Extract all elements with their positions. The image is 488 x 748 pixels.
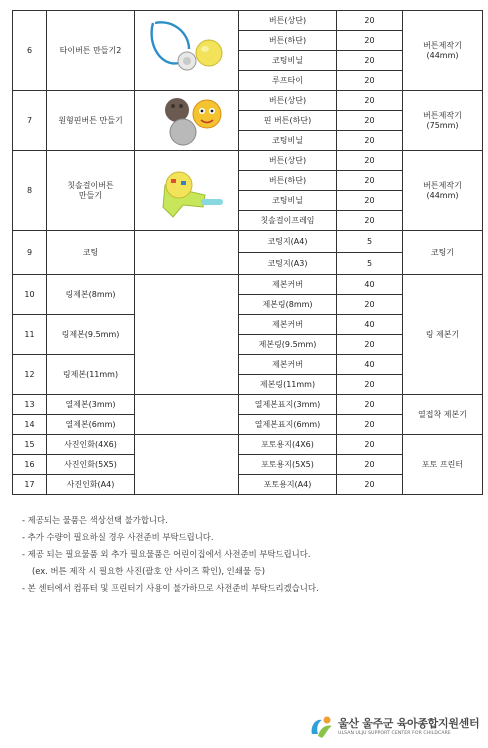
equipment [403, 11, 483, 91]
equipment: 포토 프린터 [403, 435, 483, 495]
item-name: 열제본표지(3mm) [239, 395, 337, 415]
pin-button-image [143, 92, 231, 150]
item-qty: 20 [337, 151, 403, 171]
row-number: 8 [13, 151, 47, 231]
item-qty: 20 [337, 31, 403, 51]
program-name: 링제본(9.5mm) [47, 315, 135, 355]
item-qty: 20 [337, 131, 403, 151]
program-name: 사진인화(A4) [47, 475, 135, 495]
table-row [13, 435, 483, 455]
note-line: - 본 센터에서 컴퓨터 및 프린터기 사용이 불가하므로 사전준비 부탁드리겠습니다. [22, 583, 319, 593]
program-name: 타이버튼 만들기2 [47, 11, 135, 91]
pin-button-photo [143, 92, 231, 150]
notes [22, 512, 482, 597]
org-name-en: ULSAN ULJU SUPPORT CENTER FOR CHILDCARE [338, 731, 451, 736]
item-qty: 20 [337, 91, 403, 111]
equipment-label: 버튼제작기 (44mm) [423, 180, 462, 200]
item-name: 제본링(9.5mm) [239, 335, 337, 355]
item-name: 코팅비닐 [239, 191, 337, 211]
item-name: 버튼(상단) [239, 91, 337, 111]
item-qty: 20 [337, 415, 403, 435]
program-name [47, 151, 135, 231]
row-number: 12 [13, 355, 47, 395]
item-name: 포토용지(A4) [239, 475, 337, 495]
program-name: 사진인화(5X5) [47, 455, 135, 475]
table-row [13, 11, 483, 31]
item-name: 버튼(하단) [239, 31, 337, 51]
item-name: 버튼(상단) [239, 11, 337, 31]
item-name: 코팅비닐 [239, 131, 337, 151]
equipment [403, 151, 483, 231]
note-line: - 제공 되는 필요물품 외 추가 필요물품은 어린이집에서 사전준비 부탁드립니다. [22, 549, 311, 559]
toothbrush-holder-photo [143, 155, 231, 227]
table-row [13, 91, 483, 111]
item-name: 제본커버 [239, 355, 337, 375]
program-name: 링제본(11mm) [47, 355, 135, 395]
product-photo [135, 91, 239, 151]
item-name: 루프타이 [239, 71, 337, 91]
item-name: 코팅지(A4) [239, 231, 337, 253]
item-name: 핀 버튼(하단) [239, 111, 337, 131]
item-qty: 20 [337, 375, 403, 395]
item-qty: 20 [337, 171, 403, 191]
item-qty: 5 [337, 253, 403, 275]
supply-table [12, 10, 483, 495]
item-qty: 20 [337, 211, 403, 231]
item-name: 제본링(8mm) [239, 295, 337, 315]
item-qty: 20 [337, 11, 403, 31]
item-qty: 20 [337, 335, 403, 355]
product-photo [135, 151, 239, 231]
equipment-label: 버튼제작기 (44mm) [423, 40, 462, 60]
item-qty: 20 [337, 71, 403, 91]
table-row [13, 231, 483, 253]
product-photo-empty [135, 435, 239, 495]
item-name: 제본커버 [239, 275, 337, 295]
program-name: 열제본(3mm) [47, 395, 135, 415]
item-qty: 40 [337, 315, 403, 335]
tie-button-photo [143, 15, 231, 87]
item-name: 코팅비닐 [239, 51, 337, 71]
table-row [13, 151, 483, 171]
note-line: - 추가 수량이 필요하실 경우 사전준비 부탁드립니다. [22, 532, 214, 542]
item-qty: 5 [337, 231, 403, 253]
equipment: 열접착 제본기 [403, 395, 483, 435]
note-line: - 제공되는 물품은 색상선택 불가합니다. [22, 515, 168, 525]
table-row [13, 395, 483, 415]
item-name: 칫솔걸이프레임 [239, 211, 337, 231]
org-name: 울산 울주군 육아종합지원센터 [338, 717, 480, 730]
item-qty: 20 [337, 191, 403, 211]
item-qty: 40 [337, 275, 403, 295]
item-qty: 40 [337, 355, 403, 375]
row-number: 14 [13, 415, 47, 435]
equipment: 코팅기 [403, 231, 483, 275]
item-name: 제본링(11mm) [239, 375, 337, 395]
tie-button-image [143, 15, 231, 87]
equipment: 링 제본기 [403, 275, 483, 395]
program-name: 열제본(6mm) [47, 415, 135, 435]
toothbrush-holder-image [143, 155, 231, 227]
product-photo-empty [135, 395, 239, 435]
item-qty: 20 [337, 435, 403, 455]
equipment-label: 버튼제작기 (75mm) [423, 110, 462, 130]
row-number: 9 [13, 231, 47, 275]
item-qty: 20 [337, 455, 403, 475]
item-qty: 20 [337, 295, 403, 315]
item-name: 열제본표지(6mm) [239, 415, 337, 435]
item-name: 포토용지(4X6) [239, 435, 337, 455]
item-qty: 20 [337, 475, 403, 495]
item-name: 포토용지(5X5) [239, 455, 337, 475]
item-name: 버튼(상단) [239, 151, 337, 171]
row-number: 7 [13, 91, 47, 151]
row-number: 10 [13, 275, 47, 315]
footer-logo-block [308, 712, 486, 742]
program-name: 링제본(8mm) [47, 275, 135, 315]
row-number: 6 [13, 11, 47, 91]
leaf-swirl-logo-icon [308, 714, 334, 740]
item-name: 제본커버 [239, 315, 337, 335]
program-name: 사진인화(4X6) [47, 435, 135, 455]
item-qty: 20 [337, 111, 403, 131]
row-number: 11 [13, 315, 47, 355]
item-qty: 20 [337, 395, 403, 415]
product-photo [135, 11, 239, 91]
row-number: 17 [13, 475, 47, 495]
program-name: 코팅 [47, 231, 135, 275]
item-name: 버튼(하단) [239, 171, 337, 191]
item-name: 코팅지(A3) [239, 253, 337, 275]
item-qty: 20 [337, 51, 403, 71]
table-row [13, 275, 483, 295]
row-number: 16 [13, 455, 47, 475]
product-photo-empty [135, 231, 239, 275]
row-number: 15 [13, 435, 47, 455]
equipment [403, 91, 483, 151]
product-photo-empty [135, 275, 239, 395]
note-line: (ex. 버튼 제작 시 필요한 사진(괄호 안 사이즈 확인), 인쇄물 등) [32, 566, 265, 576]
program-name: 원형핀버튼 만들기 [47, 91, 135, 151]
row-number: 13 [13, 395, 47, 415]
program-name-text: 칫솔걸이버튼 만들기 [67, 180, 114, 200]
